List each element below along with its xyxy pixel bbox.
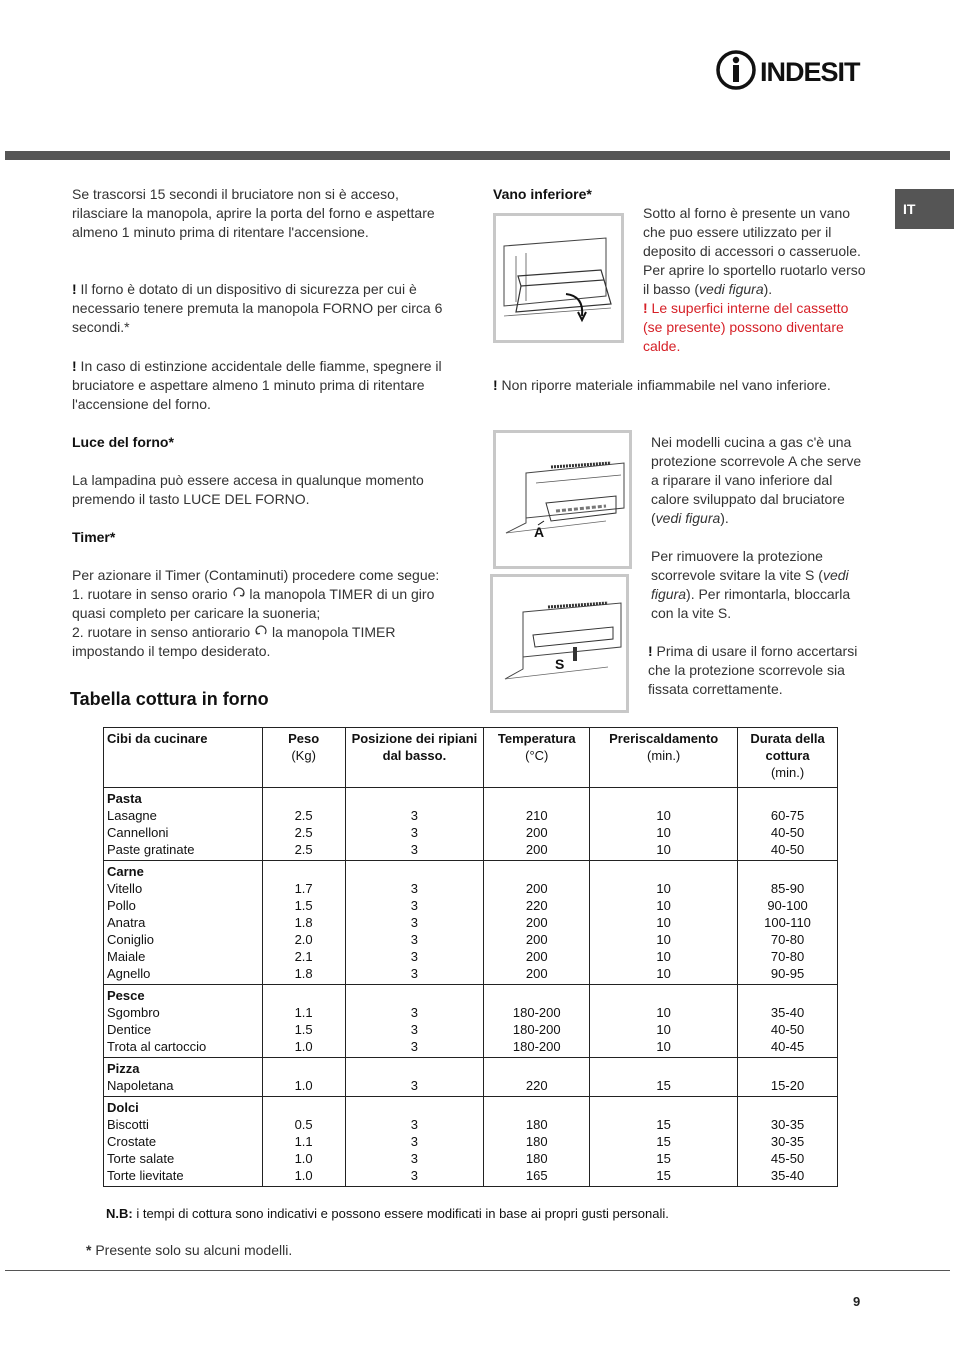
value: 40-50 <box>770 1022 805 1037</box>
protection-figure-s <box>490 574 629 713</box>
compartment-text: Sotto al forno è presente un vano che puo essere utilizzato per il deposito di accessori o casseruole. Per aprire lo sportello ruotarlo verso il basso (vedi figura). ! Le superfici interne del cassetto (se presente) possono diventare calde. <box>643 205 866 354</box>
value: 3 <box>410 932 419 947</box>
value: 180 <box>525 1117 548 1132</box>
value: 180-200 <box>512 1022 561 1037</box>
duration-cell <box>738 788 838 861</box>
food-item: Lasagne <box>107 808 157 823</box>
table-row <box>104 1097 838 1187</box>
value: 90-100 <box>767 898 808 913</box>
value: 2.5 <box>294 842 313 857</box>
value: 10 <box>656 808 671 823</box>
cooking-table <box>103 727 838 1187</box>
value: 10 <box>656 915 671 930</box>
value: 180-200 <box>512 1039 561 1054</box>
value: 165 <box>525 1168 548 1183</box>
food-cell <box>104 985 263 1058</box>
value: 85-90 <box>770 881 805 896</box>
value: 3 <box>410 898 419 913</box>
footnote: * Presente solo su alcuni modelli. <box>86 1242 293 1258</box>
value: 10 <box>656 825 671 840</box>
value: 3 <box>410 881 419 896</box>
shelf-cell <box>345 1097 484 1187</box>
value: 10 <box>656 966 671 981</box>
value: 3 <box>410 1168 419 1183</box>
preheat-cell <box>590 861 738 985</box>
value: 70-80 <box>770 932 805 947</box>
indesit-logo <box>716 48 876 92</box>
food-item: Pollo <box>107 898 136 913</box>
value: 15 <box>656 1117 671 1132</box>
value: 35-40 <box>770 1005 805 1020</box>
value: 3 <box>410 808 419 823</box>
value: 1.7 <box>294 881 313 896</box>
food-item: Coniglio <box>107 932 154 947</box>
value: 15-20 <box>770 1078 805 1093</box>
shelf-cell <box>345 1058 484 1097</box>
preheat-cell <box>590 788 738 861</box>
value: 2.0 <box>294 932 313 947</box>
value: 2.5 <box>294 825 313 840</box>
preheat-cell <box>590 1058 738 1097</box>
value: 10 <box>656 881 671 896</box>
value: 3 <box>410 949 419 964</box>
temperature-cell <box>484 985 590 1058</box>
value: 10 <box>656 932 671 947</box>
value: 15 <box>656 1151 671 1166</box>
food-cell <box>104 861 263 985</box>
duration-cell <box>738 861 838 985</box>
clockwise-icon <box>232 586 246 602</box>
category-label: Pizza <box>107 1061 140 1076</box>
value: 200 <box>525 825 548 840</box>
value: 3 <box>410 966 419 981</box>
value: 200 <box>525 932 548 947</box>
food-item: Anatra <box>107 915 146 930</box>
value: 15 <box>656 1134 671 1149</box>
value: 30-35 <box>770 1134 805 1149</box>
weight-cell <box>262 861 345 985</box>
oven-light-text: La lampadina può essere accesa in qualunque momento premendo il tasto LUCE DEL FORNO. <box>72 472 424 507</box>
food-item: Torte salate <box>107 1151 175 1166</box>
table-row <box>104 788 838 861</box>
protection-figure-a <box>493 430 632 569</box>
brand-name: INDESIT <box>760 57 860 87</box>
value: 180 <box>525 1134 548 1149</box>
weight-cell <box>262 788 345 861</box>
value: 10 <box>656 1022 671 1037</box>
duration-cell <box>738 1097 838 1187</box>
temperature-cell <box>484 1097 590 1187</box>
compartment-figure <box>493 213 624 343</box>
food-item: Vitello <box>107 881 143 896</box>
protection-check-text: ! Prima di usare il forno accertarsi che la protezione scorrevole sia fissata correttamente. <box>648 643 858 697</box>
value: 3 <box>410 1022 419 1037</box>
temperature-cell <box>484 1058 590 1097</box>
value: 15 <box>656 1168 671 1183</box>
label-s: S <box>555 656 565 672</box>
food-item: Maiale <box>107 949 146 964</box>
header-shelf: Posizione dei ripiani dal basso. <box>345 728 484 788</box>
value: 180 <box>525 1151 548 1166</box>
value: 45-50 <box>770 1151 805 1166</box>
table-title: Tabella cottura in forno <box>70 689 269 709</box>
value: 1.1 <box>294 1005 313 1020</box>
value: 220 <box>525 898 548 913</box>
food-cell <box>104 788 263 861</box>
value: 3 <box>410 1151 419 1166</box>
value: 1.1 <box>294 1134 313 1149</box>
ignition-paragraph: Se trascorsi 15 secondi il bruciatore non si è acceso, rilasciare la manopola, aprire la porta del forno e aspettare almeno 1 minuto prima di ritentare l'accensione. <box>72 186 435 240</box>
protection-remove-text: Per rimuovere la protezione scorrevole svitare la vite S (vedi figura). Per rimontarla, bloccarla con la vite S. <box>651 548 851 621</box>
header-food: Cibi da cucinare <box>104 728 263 788</box>
value: 220 <box>525 1078 548 1093</box>
food-item: Torte lievitate <box>107 1168 184 1183</box>
language-tab: IT <box>895 189 954 229</box>
value: 40-50 <box>770 842 805 857</box>
weight-cell <box>262 1097 345 1187</box>
value: 10 <box>656 898 671 913</box>
nb-note: N.B: i tempi di cottura sono indicativi e possono essere modificati in base ai propri gusti personali. <box>106 1206 669 1221</box>
value: 1.0 <box>294 1078 313 1093</box>
temperature-cell <box>484 861 590 985</box>
category-label: Dolci <box>107 1100 139 1115</box>
safety-paragraph: ! Il forno è dotato di un dispositivo di sicurezza per cui è necessario tenere premuta la manopola FORNO per circa 6 secondi.* <box>72 281 443 335</box>
food-cell <box>104 1097 263 1187</box>
value: 200 <box>525 949 548 964</box>
value: 15 <box>656 1078 671 1093</box>
value: 30-35 <box>770 1117 805 1132</box>
temperature-cell <box>484 788 590 861</box>
value: 1.0 <box>294 1151 313 1166</box>
value: 3 <box>410 1078 419 1093</box>
table-row <box>104 861 838 985</box>
value: 60-75 <box>770 808 805 823</box>
label-a: A <box>534 524 545 540</box>
value: 10 <box>656 949 671 964</box>
food-item: Agnello <box>107 966 151 981</box>
duration-cell <box>738 1058 838 1097</box>
value: 1.8 <box>294 915 313 930</box>
value: 1.5 <box>294 898 313 913</box>
value: 200 <box>525 966 548 981</box>
shelf-cell <box>345 861 484 985</box>
timer-text: Per azionare il Timer (Contaminuti) procedere come segue: 1. ruotare in senso orario la manopola TIMER di un giro quasi completo per caricare la suoneria; 2. ruotare in senso antiorario la manopola TIMER impostando il tempo desiderato. <box>72 567 440 659</box>
value: 3 <box>410 842 419 857</box>
food-item: Napoletana <box>107 1078 174 1093</box>
value: 180-200 <box>512 1005 561 1020</box>
value: 200 <box>525 915 548 930</box>
value: 210 <box>525 808 548 823</box>
food-item: Sgombro <box>107 1005 160 1020</box>
duration-cell <box>738 985 838 1058</box>
value: 10 <box>656 1005 671 1020</box>
value: 3 <box>410 1117 419 1132</box>
value: 100-110 <box>764 915 811 930</box>
value: 3 <box>410 915 419 930</box>
value: 1.8 <box>294 966 313 981</box>
food-item: Trota al cartoccio <box>107 1039 207 1054</box>
timer-title: Timer* <box>72 529 116 545</box>
category-label: Carne <box>107 864 144 879</box>
table-header-row <box>104 728 838 788</box>
footer-rule <box>5 1270 950 1271</box>
value: 70-80 <box>770 949 805 964</box>
food-item: Dentice <box>107 1022 152 1037</box>
protection-text: Nei modelli cucina a gas c'è una protezione scorrevole A che serve a riparare il vano inferiore dal calore sviluppato dal bruciatore (vedi figura). <box>651 434 862 526</box>
value: 2.5 <box>294 808 313 823</box>
value: 0.5 <box>294 1117 313 1132</box>
lower-compartment-title: Vano inferiore* <box>493 186 592 202</box>
header-preheat: Preriscaldamento (min.) <box>590 728 738 788</box>
value: 10 <box>656 1039 671 1054</box>
weight-cell <box>262 985 345 1058</box>
value: 40-50 <box>770 825 805 840</box>
value: 3 <box>410 825 419 840</box>
preheat-cell <box>590 985 738 1058</box>
value: 2.1 <box>294 949 313 964</box>
flammable-warning: ! Non riporre materiale infiammabile nel vano inferiore. <box>493 377 831 393</box>
value: 1.0 <box>294 1039 313 1054</box>
oven-light-title: Luce del forno* <box>72 434 174 450</box>
header-duration: Durata della cottura (min.) <box>738 728 838 788</box>
value: 1.0 <box>294 1168 313 1183</box>
shelf-cell <box>345 985 484 1058</box>
page-number: 9 <box>853 1294 861 1309</box>
value: 200 <box>525 881 548 896</box>
value: 3 <box>410 1005 419 1020</box>
value: 1.5 <box>294 1022 313 1037</box>
header-bar <box>5 151 950 160</box>
food-item: Paste gratinate <box>107 842 195 857</box>
food-item: Cannelloni <box>107 825 169 840</box>
value: 40-45 <box>770 1039 805 1054</box>
category-label: Pasta <box>107 791 142 806</box>
value: 10 <box>656 842 671 857</box>
food-cell <box>104 1058 263 1097</box>
value: 90-95 <box>770 966 805 981</box>
table-row <box>104 985 838 1058</box>
value: 35-40 <box>770 1168 805 1183</box>
category-label: Pesce <box>107 988 145 1003</box>
counterclockwise-icon <box>254 624 268 640</box>
value: 200 <box>525 842 548 857</box>
header-temperature: Temperatura (°C) <box>484 728 590 788</box>
value: 3 <box>410 1134 419 1149</box>
table-row <box>104 1058 838 1097</box>
flame-out-paragraph: ! In caso di estinzione accidentale delle fiamme, spegnere il bruciatore e aspettare almeno 1 minuto prima di ritentare l'accensione del forno. <box>72 358 442 412</box>
food-item: Crostate <box>107 1134 157 1149</box>
header-weight: Peso (Kg) <box>262 728 345 788</box>
weight-cell <box>262 1058 345 1097</box>
shelf-cell <box>345 788 484 861</box>
value: 3 <box>410 1039 419 1054</box>
preheat-cell <box>590 1097 738 1187</box>
food-item: Biscotti <box>107 1117 149 1132</box>
